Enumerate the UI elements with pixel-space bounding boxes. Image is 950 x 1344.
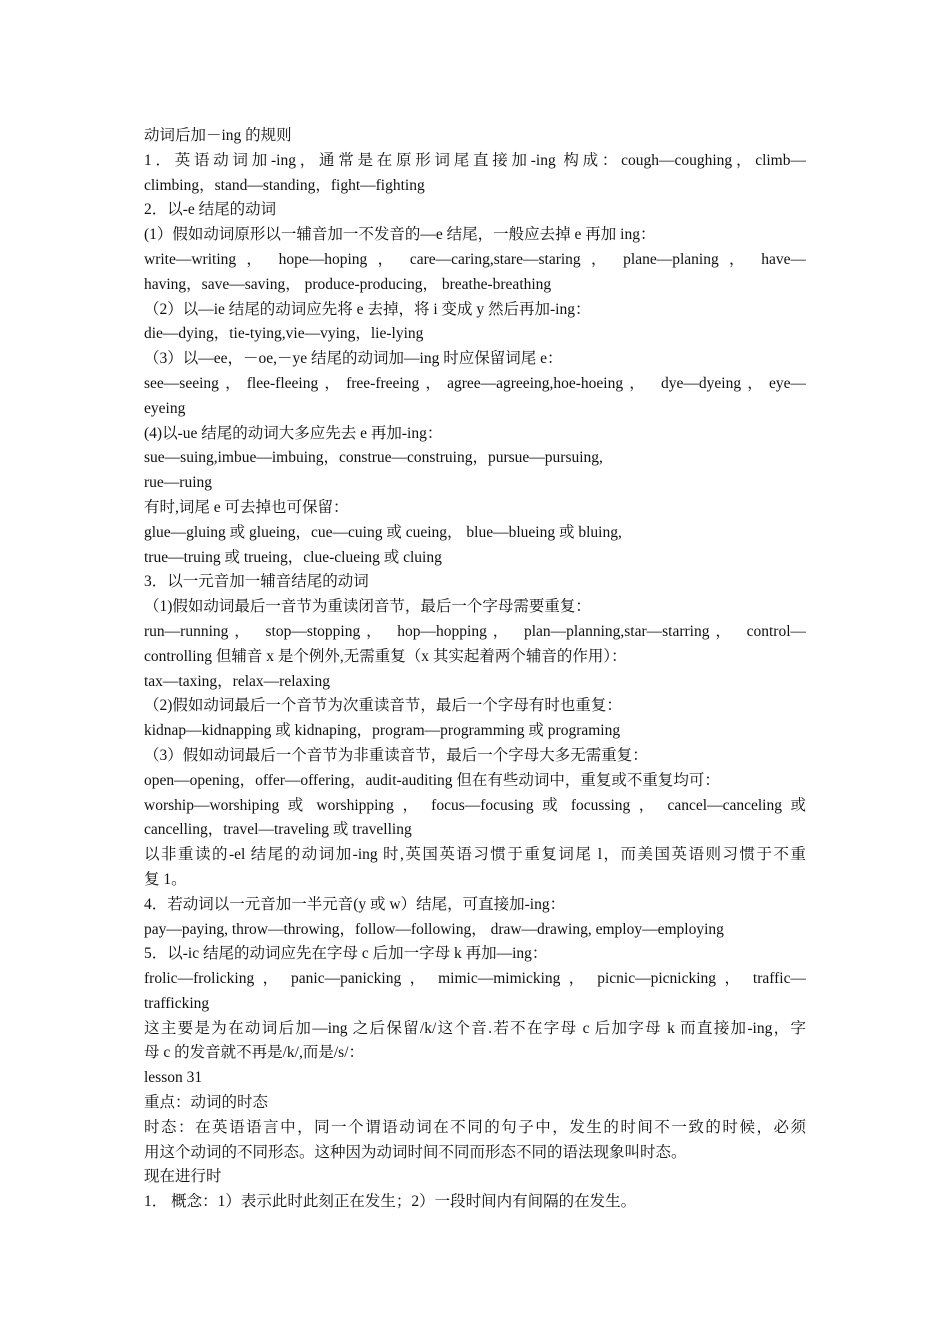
rule-1-text: 1．英语动词加-ing，通常是在原形词尾直接加-ing 构成：cough—coughing，climb—: [144, 151, 806, 169]
rule-3-3-examples-cont: worship—worshiping 或 worshipping ， focus—focusing 或 focussing ， cancel—canceling 或: [144, 796, 806, 814]
tense-definition: 时态：在英语语言中，同一个谓语动词在不同的句子中，发生的时间不一致的时候，必须: [144, 1118, 806, 1136]
rule-2-4-examples: sue—suing,imbue—imbuing，construe—construing，pursue—pursuing,: [144, 449, 603, 467]
lesson-focus: 重点：动词的时态: [144, 1094, 269, 1112]
rule-2-4-examples-cont: rue—ruing: [144, 474, 213, 492]
rule-2-2-text: （2）以—ie 结尾的动词应先将 e 去掉，将 i 变成 y 然后再加-ing：: [144, 300, 591, 318]
rule-3-3-examples: open—opening，offer—offering，audit-auditing 但在有些动词中，重复或不重复均可：: [144, 771, 720, 789]
heading-ing-rules: 动词后加－ing 的规则: [144, 127, 292, 144]
rule-3-3-el-note-end: 复 1。: [144, 870, 187, 888]
rule-3-1-text: （1)假如动词最后一音节为重读闭音节，最后一个字母需要重复：: [144, 598, 591, 616]
rule-2-3-examples-cont: eyeing: [144, 399, 186, 417]
rule-3-heading: 3．以一元音加一辅音结尾的动词: [144, 573, 369, 591]
rule-5-examples: frolic—frolicking ， panic—panicking ， mimic—mimicking ， picnic—picnicking ， traffic—: [144, 970, 806, 988]
rule-3-3-examples-end: cancelling，travel—traveling 或 travelling: [144, 821, 412, 839]
document-body: [144, 124, 806, 1215]
rule-3-2-text: （2)假如动词最后一个音节为次重读音节，最后一个字母有时也重复：: [144, 697, 622, 715]
rule-4-text: 4．若动词以一元音加一半元音(y 或 w）结尾，可直接加-ing：: [144, 895, 566, 913]
rule-2-3-text: （3）以—ee，－oe,－ye 结尾的动词加—ing 时应保留词尾 e：: [144, 350, 563, 368]
rule-2-4-note-examples-cont: true—truing 或 trueing，clue-clueing 或 cluing: [144, 548, 442, 566]
rule-4-examples: pay—paying, throw—throwing，follow—following， draw—drawing, employ—employing: [144, 920, 724, 938]
rule-5-explanation-end: 母 c 的发音就不再是/k/,而是/s/：: [144, 1044, 365, 1062]
rule-2-1-examples-cont: having，save—saving， produce-producing， breathe-breathing: [144, 275, 552, 293]
rule-2-1-examples: write—writing ， hope—hoping ， care—caring,stare—staring ， plane—planing ， have—: [144, 250, 806, 268]
rule-2-4-note-examples: glue—gluing 或 glueing，cue—cuing 或 cueing， blue—blueing 或 bluing,: [144, 523, 622, 541]
rule-3-1-exception: controlling 但辅音 x 是个例外,无需重复（x 其实起着两个辅音的作用）：: [144, 647, 627, 665]
rule-3-3-el-note: 以非重读的-el 结尾的动词加-ing 时,英国英语习惯于重复词尾 l，而美国英语则习惯于不重: [144, 846, 806, 864]
rule-2-4-text: (4)以-ue 结尾的动词大多应先去 e 再加-ing：: [144, 424, 443, 442]
rule-2-4-note: 有时,词尾 e 可去掉也可保留：: [144, 498, 349, 516]
present-progressive-concept: 1． 概念：1）表示此时此刻正在发生；2）一段时间内有间隔的在发生。: [144, 1193, 637, 1211]
rule-2-1-text: (1）假如动词原形以一辅音加一不发音的—e 结尾，一般应去掉 e 再加 ing：: [144, 226, 656, 244]
rule-3-2-examples: kidnap—kidnapping 或 kidnaping，program—programming 或 programing: [144, 722, 621, 740]
tense-definition-end: 用这个动词的不同形态。这种因为动词时间不同而形态不同的语法现象叫时态。: [144, 1143, 687, 1161]
rule-5-explanation: 这主要是为在动词后加—ing 之后保留/k/这个音.若不在字母 c 后加字母 k 而直接加-ing，字: [144, 1019, 806, 1037]
rule-3-1-examples: run—running， stop—stopping， hop—hopping， plan—planning,star—starring， control—: [144, 622, 806, 640]
lesson-title: lesson 31: [144, 1069, 203, 1087]
rule-1-examples: climbing，stand—standing，fight—fighting: [144, 176, 425, 194]
rule-2-heading: 2．以-e 结尾的动词: [144, 201, 277, 219]
rule-2-2-examples: die—dying，tie-tying,vie—vying，lie-lying: [144, 325, 424, 343]
rule-3-3-text: （3）假如动词最后一个音节为非重读音节，最后一个字母大多无需重复：: [144, 746, 648, 764]
rule-5-examples-cont: trafficking: [144, 994, 210, 1012]
rule-5-text: 5．以-ic 结尾的动词应先在字母 c 后加一字母 k 再加—ing：: [144, 945, 548, 963]
rule-3-1-exception-examples: tax—taxing，relax—relaxing: [144, 672, 330, 690]
present-progressive-heading: 现在进行时: [144, 1168, 222, 1186]
rule-2-3-examples: see—seeing，flee-fleeing，free-freeing，agree—agreeing,hoe-hoeing， dye—dyeing，eye—: [144, 374, 806, 392]
